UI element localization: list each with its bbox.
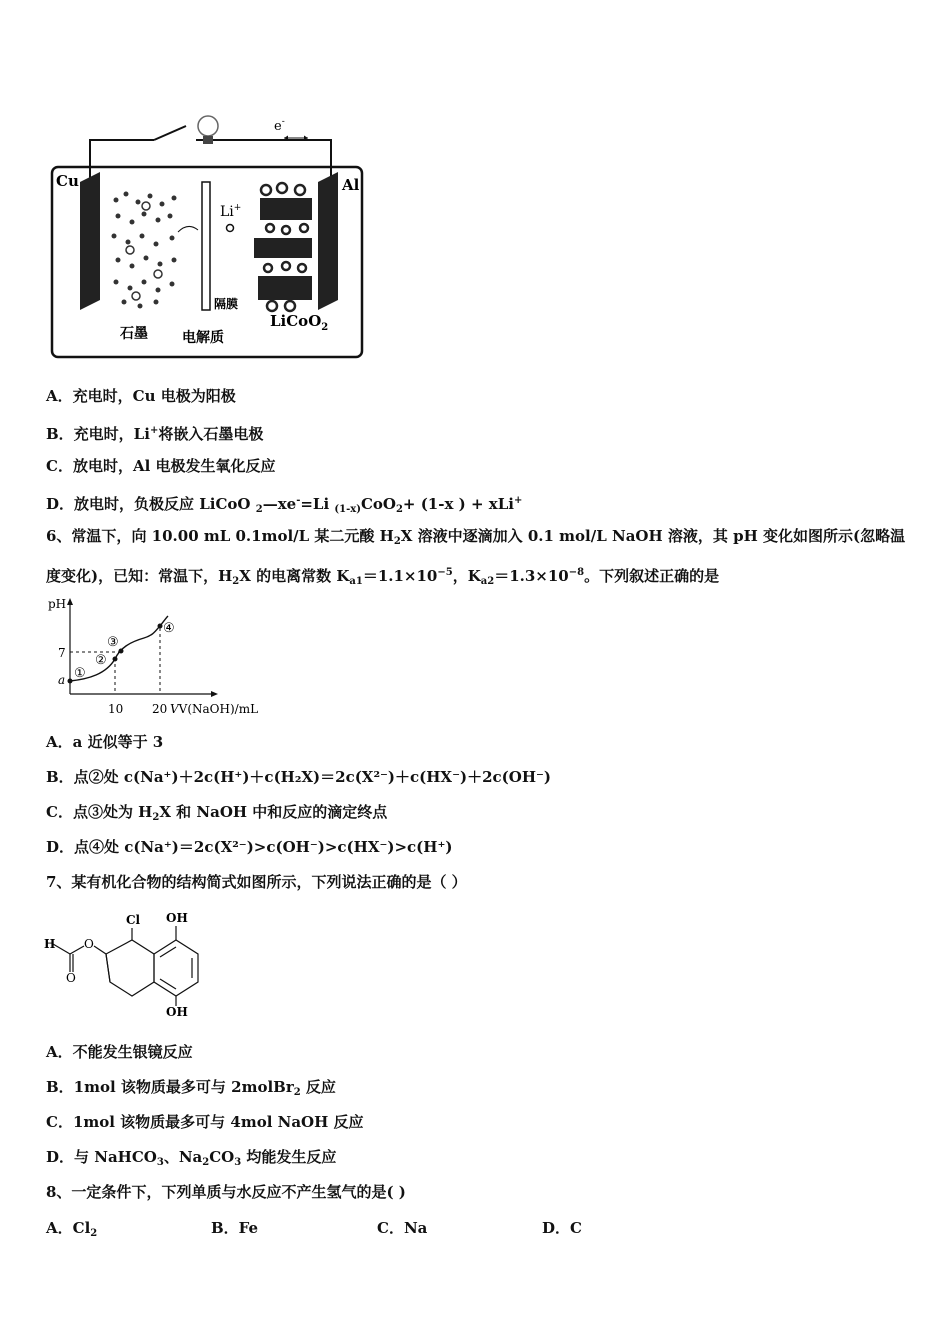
electrolyte-label: 电解质 xyxy=(182,330,224,346)
q7-stem: 7、某有机化合物的结构简式如图所示，下列说法正确的是（ ） xyxy=(46,873,467,891)
struct-oh-top: OH xyxy=(166,911,188,925)
struct-cl: Cl xyxy=(126,913,141,927)
licoo2-layers xyxy=(254,198,312,300)
q7-option-d: D．与 NaHCO$_3$、$Na_2CO_3$ 均能发生反应 xyxy=(46,1148,337,1168)
q6-stem-line1: 6、常温下，向 10.00 mL 0.1mol/L 某二元酸 $H_2X$ 溶液中逐滴加入 0.1 mol/L NaOH 溶液，其 pH 变化如图所示(忽略温 xyxy=(46,527,906,547)
q6-option-a: A．a 近似等于 3 xyxy=(46,733,164,751)
q8-option-b: B．Fe xyxy=(211,1219,259,1237)
point-2: ② xyxy=(95,653,107,668)
point-4: ④ xyxy=(163,621,175,636)
al-electrode xyxy=(318,172,338,310)
q8-stem: 8、一定条件下，下列单质与水反应不产生氢气的是( ) xyxy=(46,1183,406,1201)
point-3: ③ xyxy=(107,635,119,650)
q5-option-c: C．放电时，Al 电极发生氧化反应 xyxy=(46,457,276,475)
q8-option-d: D．C xyxy=(542,1219,582,1237)
q6-option-b: B．点②处 c(Na⁺)＋2c(H⁺)＋c(H₂X)＝2c(X²⁻)＋c(HX⁻)＋2c(OH⁻) xyxy=(46,768,552,786)
point-1: ① xyxy=(74,666,86,681)
x-tick-10: 10 xyxy=(108,702,124,716)
q5-option-d: D．放电时，负极反应 LiCoO $_2$—xe-=Li $_{(1-x)}$CoO$_2$+ (1-x ) + xLi+ xyxy=(46,495,523,515)
bulb-icon xyxy=(198,116,218,136)
graphite-label: 石墨 xyxy=(120,326,148,342)
q7-option-c: C．1mol 该物质最多可与 4mol NaOH 反应 xyxy=(46,1113,364,1131)
q5-option-a: A．充电时，Cu 电极为阳极 xyxy=(46,387,236,405)
q6-option-d: D．点④处 c(Na⁺)＝2c(X²⁻)>c(OH⁻)>c(HX⁻)>c(H⁺) xyxy=(46,838,453,856)
y-tick-7: 7 xyxy=(58,646,66,660)
struct-oh-bottom: OH xyxy=(166,1005,188,1019)
struct-h: H xyxy=(44,937,56,951)
q7-option-b: B．1mol 该物质最多可与 2molBr$_2$ 反应 xyxy=(46,1078,336,1098)
q8-option-a: A．$Cl_2$ xyxy=(46,1219,98,1239)
electron-label: e- xyxy=(274,117,285,134)
q7-structure xyxy=(42,910,212,1020)
li-ion-label: Li+ xyxy=(220,203,242,220)
battery-diagram xyxy=(46,110,376,365)
membrane-label: 隔膜 xyxy=(214,297,239,311)
al-label: Al xyxy=(342,176,360,194)
y-axis-label: pH xyxy=(48,597,67,611)
q6-stem-line2: 度变化)，已知：常温下，$H_2X$ 的电离常数 $K_{a1}=1.1\times 10^{-5}$，$K_{a2}=1.3\times 10^{-8}$。下列叙述正确的是 xyxy=(46,567,720,587)
q6-option-c: C．点③处为 $H_2X$ 和 NaOH 中和反应的滴定终点 xyxy=(46,803,388,823)
y-tick-a: a xyxy=(58,673,66,687)
x-axis-label: VV(NaOH)/mL xyxy=(170,702,259,716)
struct-o2: O xyxy=(66,971,76,985)
membrane xyxy=(202,182,210,310)
q7-option-a: A．不能发生银镜反应 xyxy=(46,1043,193,1061)
licoo2-label: LiCoO$_2$ xyxy=(270,312,329,333)
cu-label: Cu xyxy=(56,172,79,190)
x-tick-20: 20 xyxy=(152,702,168,716)
q8-option-c: C．Na xyxy=(377,1219,428,1237)
ph-titration-chart xyxy=(44,594,274,724)
struct-o1: O xyxy=(84,937,94,951)
q5-option-b: B．充电时，Li+将嵌入石墨电极 xyxy=(46,425,264,443)
cu-electrode xyxy=(80,172,100,310)
